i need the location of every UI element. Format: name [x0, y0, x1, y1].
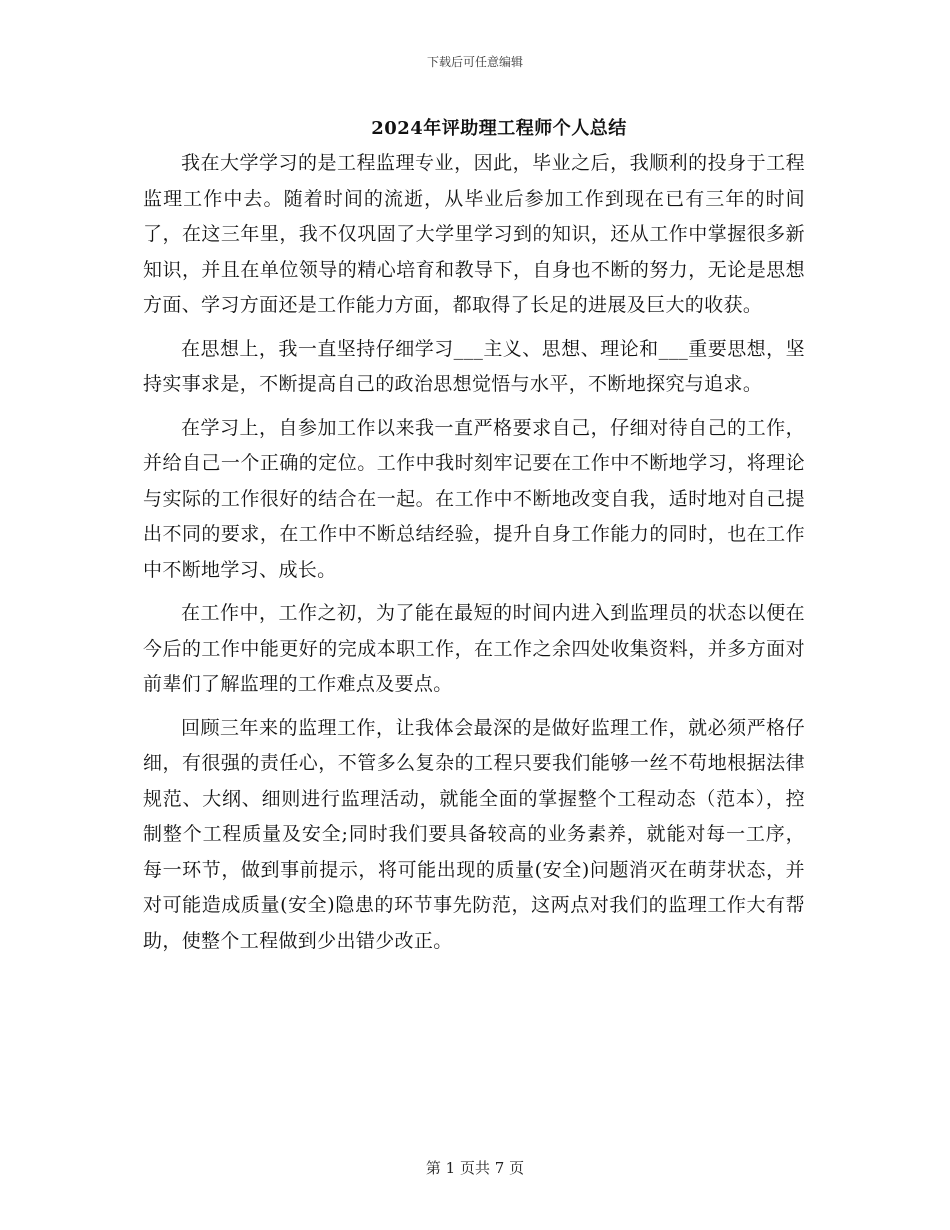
document-body [143, 146, 805, 967]
paragraph-review: 回顾三年来的监理工作，让我体会最深的是做好监理工作，就必须严格仔细，有很强的责任心，不管多么复杂的工程只要我们能够一丝不苟地根据法律规范、大纲、细则进行监理活动，就能全面的掌握整个工程动态（范本），控制整个工程质量及安全;同时我们要具备较高的业务素养，就能对每一工序，每一环节，做到事前提示，将可能出现的质量(安全)问题消灭在萌芽状态，并对可能造成质量(安全)隐患的环节事先防范，这两点对我们的监理工作大有帮助，使整个工程做到少出错少改正。 [143, 716, 805, 952]
paragraph-intro: 我在大学学习的是工程监理专业，因此，毕业之后，我顺利的投身于工程监理工作中去。随着时间的流逝，从毕业后参加工作到现在已有三年的时间了，在这三年里，我不仅巩固了大学里学习到的知识，还从工作中掌握很多新知识，并且在单位领导的精心培育和教导下，自身也不断的努力，无论是思想方面、学习方面还是工作能力方面，都取得了长足的进展及巨大的收获。 [143, 152, 805, 316]
header-note: 下载后可任意编辑 [426, 55, 523, 69]
paragraph-study: 在学习上，自参加工作以来我一直严格要求自己，仔细对待自己的工作，并给自己一个正确的定位。工作中我时刻牢记要在工作中不断地学习，将理论与实际的工作很好的结合在一起。在工作中不断地改变自我，适时地对自己提出不同的要求，在工作中不断总结经验，提升自身工作能力的同时，也在工作中不断地学习、成长。 [143, 416, 805, 581]
document-title: 2024年评助理工程师个人总结 [371, 118, 627, 139]
paragraph-thought: 在思想上，我一直坚持仔细学习___主义、思想、理论和___重要思想，坚持实事求是，不断提高自己的政治思想觉悟与水平，不断地探究与追求。 [143, 337, 805, 395]
page-number: 第 1 页共 7 页 [425, 1159, 525, 1177]
paragraph-work: 在工作中，工作之初，为了能在最短的时间内进入到监理员的状态以便在今后的工作中能更好的完成本职工作，在工作之余四处收集资料，并多方面对前辈们了解监理的工作难点及要点。 [143, 602, 805, 695]
